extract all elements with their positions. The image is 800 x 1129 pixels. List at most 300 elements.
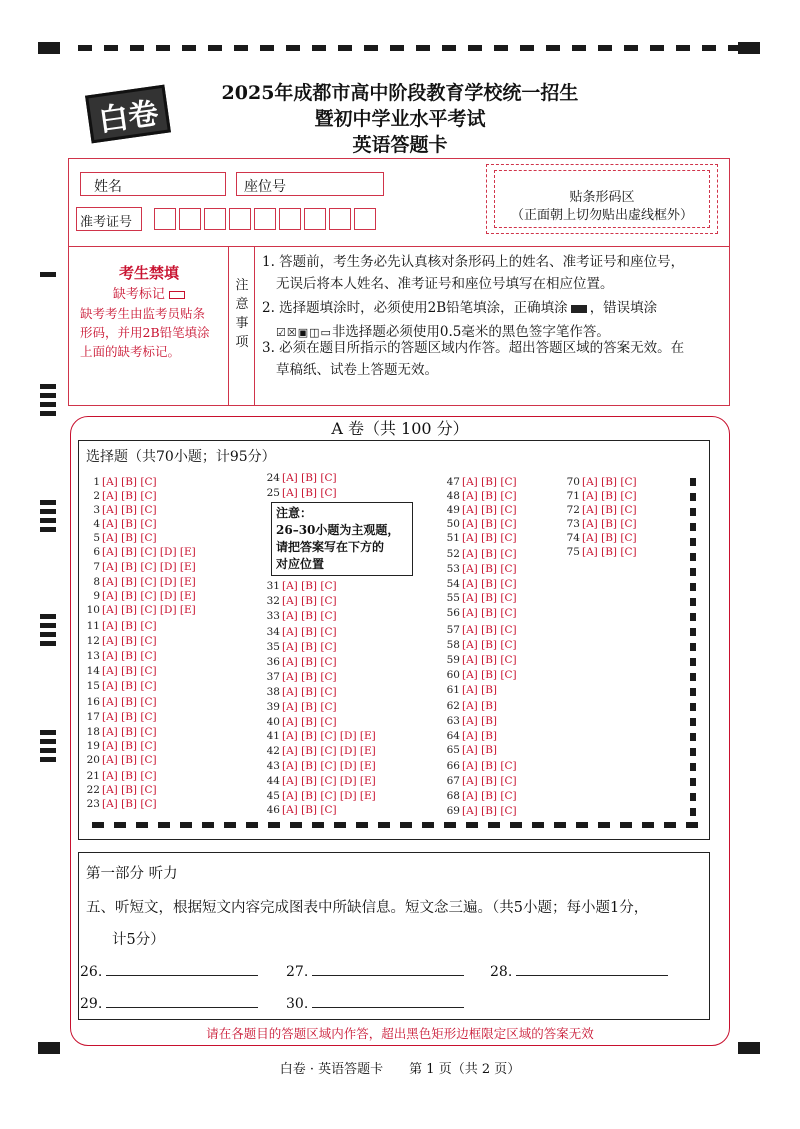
answer-options[interactable]: [A] [B] [C]: [462, 532, 517, 544]
question-number: 8: [93, 576, 100, 588]
question-25[interactable]: [266, 487, 337, 499]
answer-options[interactable]: [A] [B] [C] [D] [E]: [282, 775, 376, 787]
exam-no-digit-box[interactable]: [329, 208, 351, 230]
exam-no-digit-box[interactable]: [204, 208, 226, 230]
answer-line[interactable]: [106, 962, 258, 976]
question-number: 34: [266, 626, 280, 638]
answer-options[interactable]: [A] [B] [C]: [462, 563, 517, 575]
timing-mark: [690, 793, 696, 801]
question-18[interactable]: [86, 726, 157, 738]
answer-options[interactable]: [A] [B] [C]: [582, 532, 637, 544]
exam-title: 2025年成都市高中阶段教育学校统一招生: [221, 82, 579, 104]
question-55[interactable]: [446, 592, 517, 604]
blank-number: 29.: [80, 996, 103, 1012]
answer-options[interactable]: [A] [B] [C]: [102, 665, 157, 677]
timing-dash: [702, 45, 716, 51]
question-46[interactable]: [266, 804, 337, 816]
answer-options[interactable]: [A] [B] [C]: [462, 790, 517, 802]
answer-line[interactable]: [106, 994, 258, 1008]
question-12[interactable]: [86, 635, 157, 647]
answer-options[interactable]: [A] [B] [C] [D] [E]: [102, 576, 196, 588]
timing-mark: [40, 518, 56, 523]
question-1[interactable]: [86, 476, 157, 488]
notice-2c: 非选择题必须使用0.5毫米的黑色签字笔作答。: [331, 324, 610, 340]
timing-dash: [202, 822, 214, 828]
answer-options[interactable]: [A] [B] [C]: [102, 696, 157, 708]
absent-desc-line1: 缺考考生由监考员贴条: [80, 306, 206, 321]
answer-options[interactable]: [A] [B] [C]: [462, 607, 517, 619]
timing-dash: [364, 45, 378, 51]
question-60[interactable]: [446, 669, 517, 681]
timing-mark: [690, 628, 696, 636]
timing-dash: [598, 822, 610, 828]
question-number: 20: [86, 754, 100, 766]
answer-options[interactable]: [A] [B]: [462, 730, 498, 742]
question-number: 18: [86, 726, 100, 738]
question-number: 75: [566, 546, 580, 558]
exam-no-label: 准考证号: [80, 215, 133, 230]
page-footer: 白卷 · 英语答题卡 第 1 页（共 2 页）: [279, 1062, 521, 1077]
question-number: 24: [266, 472, 280, 484]
answer-options[interactable]: [A] [B] [C]: [102, 711, 157, 723]
timing-mark: [40, 527, 56, 532]
question-number: 31: [266, 580, 280, 592]
question-40[interactable]: [266, 716, 337, 728]
answer-options[interactable]: [A] [B] [C]: [462, 760, 517, 772]
barcode-title: 贴条形码区: [569, 190, 635, 205]
timing-mark: [40, 509, 56, 514]
question-57[interactable]: [446, 624, 517, 636]
question-number: 63: [446, 715, 460, 727]
note-line3: 请把答案写在下方的: [276, 540, 385, 554]
timing-mark: [690, 733, 696, 741]
question-number: 7: [93, 561, 100, 573]
question-41[interactable]: [266, 730, 376, 742]
answer-blank-30: [286, 994, 464, 1012]
question-35[interactable]: [266, 641, 337, 653]
answer-options[interactable]: [A] [B]: [462, 744, 498, 756]
timing-mark: [690, 643, 696, 651]
seat-label: 座位号: [244, 179, 286, 195]
timing-mark: [40, 757, 56, 762]
absent-mark-box[interactable]: [169, 291, 185, 299]
question-number: 35: [266, 641, 280, 653]
question-6[interactable]: [86, 546, 196, 558]
timing-dash: [114, 822, 126, 828]
exam-no-digit-box[interactable]: [154, 208, 176, 230]
question-58[interactable]: [446, 639, 517, 651]
answer-options[interactable]: [A] [B] [C]: [582, 504, 637, 516]
question-number: 9: [93, 590, 100, 602]
question-number: 47: [446, 476, 460, 488]
question-61[interactable]: [446, 684, 497, 696]
question-39[interactable]: [266, 701, 337, 713]
question-2[interactable]: [86, 490, 157, 502]
answer-options[interactable]: [A] [B] [C]: [582, 518, 637, 530]
answer-options[interactable]: [A] [B] [C]: [282, 686, 337, 698]
answer-options[interactable]: [A] [B] [C] [D] [E]: [102, 604, 196, 616]
blank-number: 26.: [80, 964, 103, 980]
answer-options[interactable]: [A] [B] [C]: [102, 680, 157, 692]
question-63[interactable]: [446, 715, 497, 727]
name-label: 姓名: [94, 179, 122, 195]
question-74[interactable]: [566, 532, 637, 544]
notice-2a: 2. 选择题填涂时，必须使用2B铅笔填涂，正确填涂: [262, 300, 568, 316]
question-34[interactable]: [266, 626, 337, 638]
answer-line[interactable]: [312, 962, 464, 976]
timing-dash: [156, 45, 170, 51]
question-number: 70: [566, 476, 580, 488]
timing-dash: [510, 822, 522, 828]
timing-dash: [92, 822, 104, 828]
timing-dash: [286, 45, 300, 51]
question-5[interactable]: [86, 532, 157, 544]
question-number: 58: [446, 639, 460, 651]
question-number: 52: [446, 548, 460, 560]
question-13[interactable]: [86, 650, 157, 662]
question-16[interactable]: [86, 696, 157, 708]
question-31[interactable]: [266, 580, 337, 592]
exam-no-digit-box[interactable]: [229, 208, 251, 230]
part1-q5a: 五、听短文，根据短文内容完成图表中所缺信息。短文念三遍。（共5小题；每小题1分，: [86, 900, 649, 916]
question-73[interactable]: [566, 518, 637, 530]
question-number: 56: [446, 607, 460, 619]
exam-no-digit-box[interactable]: [304, 208, 326, 230]
question-64[interactable]: [446, 730, 497, 742]
question-number: 42: [266, 745, 280, 757]
question-51[interactable]: [446, 532, 517, 544]
part1-title: 第一部分 听力: [86, 866, 178, 882]
exam-no-digit-box[interactable]: [279, 208, 301, 230]
answer-line[interactable]: [312, 994, 464, 1008]
answer-options[interactable]: [A] [B] [C]: [282, 641, 337, 653]
answer-options[interactable]: [A] [B] [C]: [102, 635, 157, 647]
question-20[interactable]: [86, 754, 157, 766]
timing-dash: [624, 45, 638, 51]
question-17[interactable]: [86, 711, 157, 723]
question-4[interactable]: [86, 518, 157, 530]
section-a-title: A 卷（共 100 分）: [321, 419, 478, 438]
question-70[interactable]: [566, 476, 637, 488]
timing-dash: [390, 45, 404, 51]
question-69[interactable]: [446, 805, 517, 817]
answer-options[interactable]: [A] [B] [C]: [582, 476, 637, 488]
question-number: 54: [446, 578, 460, 590]
corner-mark-top-left: [38, 42, 60, 54]
question-49[interactable]: [446, 504, 517, 516]
question-42[interactable]: [266, 745, 376, 757]
question-8[interactable]: [86, 576, 196, 588]
timing-mark: [690, 658, 696, 666]
question-3[interactable]: [86, 504, 157, 516]
paper-badge: 白卷: [85, 85, 171, 144]
note-line1: 注意：: [276, 506, 313, 520]
answer-line[interactable]: [516, 962, 668, 976]
answer-options[interactable]: [A] [B]: [462, 700, 498, 712]
question-number: 51: [446, 532, 460, 544]
question-11[interactable]: [86, 620, 157, 632]
question-52[interactable]: [446, 548, 517, 560]
question-number: 16: [86, 696, 100, 708]
question-number: 60: [446, 669, 460, 681]
timing-dash: [130, 45, 144, 51]
answer-options[interactable]: [A] [B] [C]: [102, 532, 157, 544]
question-56[interactable]: [446, 607, 517, 619]
question-54[interactable]: [446, 578, 517, 590]
question-number: 67: [446, 775, 460, 787]
question-number: 50: [446, 518, 460, 530]
question-21[interactable]: [86, 770, 157, 782]
answer-options[interactable]: [A] [B] [C]: [462, 504, 517, 516]
question-number: 10: [86, 604, 100, 616]
timing-dash: [180, 822, 192, 828]
question-65[interactable]: [446, 744, 497, 756]
answer-options[interactable]: [A] [B]: [462, 715, 498, 727]
question-47[interactable]: [446, 476, 517, 488]
answer-options[interactable]: [A] [B] [C]: [282, 595, 337, 607]
question-48[interactable]: [446, 490, 517, 502]
timing-dash: [136, 822, 148, 828]
question-75[interactable]: [566, 546, 637, 558]
question-59[interactable]: [446, 654, 517, 666]
timing-mark: [690, 718, 696, 726]
answer-options[interactable]: [A] [B] [C]: [102, 620, 157, 632]
note-line2: 26–30小题为主观题，: [276, 523, 400, 537]
timing-dash: [334, 822, 346, 828]
answer-options[interactable]: [A] [B] [C]: [102, 740, 157, 752]
timing-mark: [40, 641, 56, 646]
seat-field[interactable]: [236, 172, 384, 196]
question-43[interactable]: [266, 760, 376, 772]
timing-dash: [104, 45, 118, 51]
answer-options[interactable]: [A] [B] [C]: [462, 624, 517, 636]
timing-dash: [572, 45, 586, 51]
exam-no-digit-box[interactable]: [354, 208, 376, 230]
exam-no-digit-box[interactable]: [254, 208, 276, 230]
question-68[interactable]: [446, 790, 517, 802]
exam-no-label-box: [76, 207, 142, 231]
question-number: 2: [93, 490, 100, 502]
question-number: 1: [93, 476, 100, 488]
question-number: 23: [86, 798, 100, 810]
question-67[interactable]: [446, 775, 517, 787]
answer-options[interactable]: [A] [B] [C]: [462, 518, 517, 530]
answer-options[interactable]: [A] [B] [C]: [102, 504, 157, 516]
question-32[interactable]: [266, 595, 337, 607]
question-number: 74: [566, 532, 580, 544]
notice-1b: 无误后将本人姓名、准考证号和座位号填写在相应位置。: [276, 276, 614, 292]
timing-dash: [234, 45, 248, 51]
timing-mark: [690, 583, 696, 591]
question-number: 22: [86, 784, 100, 796]
answer-options[interactable]: [A] [B] [C]: [282, 472, 337, 484]
timing-dash: [444, 822, 456, 828]
question-number: 41: [266, 730, 280, 742]
question-15[interactable]: [86, 680, 157, 692]
question-number: 40: [266, 716, 280, 728]
timing-dash: [532, 822, 544, 828]
answer-options[interactable]: [A] [B] [C]: [462, 775, 517, 787]
answer-options[interactable]: [A] [B] [C]: [102, 798, 157, 810]
timing-mark: [690, 778, 696, 786]
timing-mark: [40, 623, 56, 628]
question-14[interactable]: [86, 665, 157, 677]
timing-dash: [642, 822, 654, 828]
timing-dash: [520, 45, 534, 51]
question-50[interactable]: [446, 518, 517, 530]
timing-dash: [312, 822, 324, 828]
answer-options[interactable]: [A] [B] [C]: [102, 754, 157, 766]
part1-q5b: 计5分）: [112, 932, 165, 948]
answer-options[interactable]: [A] [B] [C]: [462, 490, 517, 502]
question-number: 45: [266, 790, 280, 802]
choice-title: 选择题（共70小题；计95分）: [86, 449, 276, 465]
timing-dash: [620, 822, 632, 828]
question-number: 19: [86, 740, 100, 752]
question-number: 25: [266, 487, 280, 499]
exam-no-digit-box[interactable]: [179, 208, 201, 230]
timing-dash: [488, 822, 500, 828]
question-19[interactable]: [86, 740, 157, 752]
answer-options[interactable]: [A] [B] [C] [D] [E]: [102, 561, 196, 573]
question-71[interactable]: [566, 490, 637, 502]
answer-options[interactable]: [A] [B] [C]: [462, 654, 517, 666]
notice-3b: 草稿纸、试卷上答题无效。: [276, 362, 438, 378]
timing-mark: [40, 393, 56, 398]
answer-options[interactable]: [A] [B] [C]: [462, 548, 517, 560]
answer-options[interactable]: [A] [B] [C]: [282, 487, 337, 499]
blank-number: 28.: [490, 964, 513, 980]
notice-2b: ，错误填涂: [589, 300, 658, 316]
question-66[interactable]: [446, 760, 517, 772]
question-72[interactable]: [566, 504, 637, 516]
answer-blank-28: [490, 962, 668, 980]
answer-options[interactable]: [A] [B] [C]: [102, 726, 157, 738]
question-number: 39: [266, 701, 280, 713]
answer-options[interactable]: [A] [B] [C]: [102, 518, 157, 530]
answer-options[interactable]: [A] [B] [C]: [582, 546, 637, 558]
question-23[interactable]: [86, 798, 157, 810]
answer-options[interactable]: [A] [B] [C] [D] [E]: [102, 590, 196, 602]
question-22[interactable]: [86, 784, 157, 796]
timing-dash: [260, 45, 274, 51]
answer-options[interactable]: [A] [B] [C]: [282, 716, 337, 728]
answer-options[interactable]: [A] [B] [C]: [582, 490, 637, 502]
question-number: 68: [446, 790, 460, 802]
question-36[interactable]: [266, 656, 337, 668]
answer-options[interactable]: [A] [B] [C]: [102, 770, 157, 782]
question-number: 32: [266, 595, 280, 607]
answer-options[interactable]: [A] [B] [C]: [282, 804, 337, 816]
answer-options[interactable]: [A] [B] [C]: [102, 476, 157, 488]
question-10[interactable]: [86, 604, 196, 616]
answer-options[interactable]: [A] [B] [C]: [462, 639, 517, 651]
question-number: 73: [566, 518, 580, 530]
answer-options[interactable]: [A] [B] [C]: [102, 490, 157, 502]
timing-dash: [554, 822, 566, 828]
answer-options[interactable]: [A] [B] [C]: [462, 669, 517, 681]
exam-subtitle: 暨初中学业水平考试: [314, 108, 486, 130]
answer-options[interactable]: [A] [B] [C]: [102, 784, 157, 796]
question-38[interactable]: [266, 686, 337, 698]
timing-dash: [312, 45, 326, 51]
timing-mark: [40, 632, 56, 637]
answer-options[interactable]: [A] [B] [C] [D] [E]: [282, 760, 376, 772]
answer-options[interactable]: [A] [B] [C]: [462, 578, 517, 590]
answer-options[interactable]: [A] [B] [C]: [282, 671, 337, 683]
question-24[interactable]: [266, 472, 337, 484]
question-number: 17: [86, 711, 100, 723]
timing-mark: [40, 614, 56, 619]
timing-mark: [690, 568, 696, 576]
timing-mark: [690, 613, 696, 621]
question-45[interactable]: [266, 790, 376, 802]
answer-options[interactable]: [A] [B] [C]: [462, 476, 517, 488]
question-33[interactable]: [266, 610, 337, 622]
answer-options[interactable]: [A] [B] [C] [D] [E]: [102, 546, 196, 558]
question-number: 13: [86, 650, 100, 662]
absent-mark-label: 缺考标记: [112, 287, 165, 302]
answer-options[interactable]: [A] [B] [C]: [282, 580, 337, 592]
answer-options[interactable]: [A] [B] [C]: [462, 805, 517, 817]
question-53[interactable]: [446, 563, 517, 575]
timing-dash: [422, 822, 434, 828]
timing-dash: [268, 822, 280, 828]
timing-dash: [416, 45, 430, 51]
answer-options[interactable]: [A] [B] [C] [D] [E]: [282, 730, 376, 742]
name-field[interactable]: [80, 172, 226, 196]
answer-options[interactable]: [A] [B] [C]: [282, 626, 337, 638]
question-number: 37: [266, 671, 280, 683]
timing-mark: [690, 493, 696, 501]
timing-mark: [690, 598, 696, 606]
question-number: 11: [86, 620, 100, 632]
timing-dash: [338, 45, 352, 51]
answer-options[interactable]: [A] [B] [C]: [462, 592, 517, 604]
timing-dash: [182, 45, 196, 51]
absent-title: 考生禁填: [118, 264, 179, 282]
answer-options[interactable]: [A] [B] [C]: [282, 701, 337, 713]
question-62[interactable]: [446, 700, 497, 712]
timing-dash: [356, 822, 368, 828]
answer-options[interactable]: [A] [B]: [462, 684, 498, 696]
timing-dash: [664, 822, 676, 828]
answer-options[interactable]: [A] [B] [C]: [282, 610, 337, 622]
question-number: 15: [86, 680, 100, 692]
timing-mark: [40, 272, 56, 277]
question-number: 36: [266, 656, 280, 668]
answer-options[interactable]: [A] [B] [C] [D] [E]: [282, 790, 376, 802]
notice-label: 注意事项: [235, 278, 249, 350]
timing-mark: [40, 384, 56, 389]
timing-mark: [40, 402, 56, 407]
question-number: 48: [446, 490, 460, 502]
question-44[interactable]: [266, 775, 376, 787]
question-number: 46: [266, 804, 280, 816]
question-number: 21: [86, 770, 100, 782]
answer-options[interactable]: [A] [B] [C]: [102, 650, 157, 662]
blank-number: 30.: [286, 996, 309, 1012]
timing-mark: [690, 478, 696, 486]
timing-mark: [690, 673, 696, 681]
question-7[interactable]: [86, 561, 196, 573]
answer-options[interactable]: [A] [B] [C] [D] [E]: [282, 745, 376, 757]
question-number: 53: [446, 563, 460, 575]
question-9[interactable]: [86, 590, 196, 602]
question-37[interactable]: [266, 671, 337, 683]
answer-options[interactable]: [A] [B] [C]: [282, 656, 337, 668]
timing-dash: [576, 822, 588, 828]
